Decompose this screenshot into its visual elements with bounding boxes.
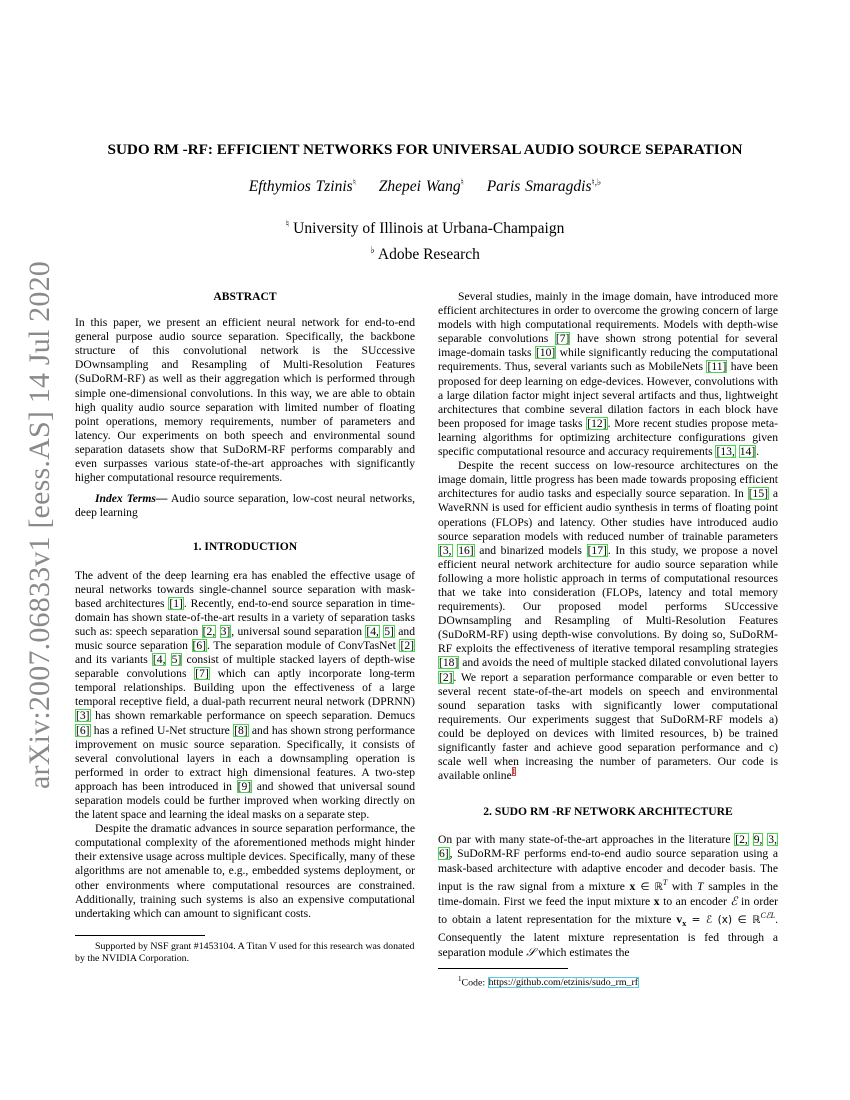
index-terms: Index Terms— Audio source separation, low-cost neural networks, deep learning [75, 492, 415, 520]
math-separator: 𝒮 [526, 945, 536, 960]
author: Paris Smaragdis♮,♭ [486, 177, 602, 196]
code-footnote: $^1$Code: https://github.com/etzinis/sudo_rm_rf [458, 975, 639, 989]
affiliation: ♭ Adobe Research [370, 245, 480, 264]
abstract-text: In this paper, we present an efficient neural network for end-to-end general purpose audio source separation. Specifically, the backbone structure of this convolutional network is the SUccessive DOwnsampling and Resampling of Multi-Resolution Features (SuDoRM-RF) as well as their aggregation which is performed through simple one-dimensional convolutions. In this way, we are able to obtain high quality audio source separation with limited number of floating point operations, memory requirements, number of parameters and latency. Our experiments on both speech and environmental sound separation datasets show that SuDoRM-RF performs comparably and even surpasses various state-of-the-art approaches with significantly higher computational resource requirements. [75, 316, 415, 485]
citation-link[interactable]: [3, [439, 543, 452, 557]
citation-link[interactable]: [18] [439, 656, 459, 670]
right-column [438, 290, 778, 989]
citation-link[interactable]: [2] [400, 638, 414, 652]
citation-link[interactable]: [11] [707, 360, 727, 374]
citation-link[interactable]: [2, [735, 833, 748, 847]
citation-link[interactable]: [1] [169, 596, 183, 610]
citation-link[interactable]: [4, [366, 624, 379, 638]
arxiv-identifier [20, 261, 60, 789]
citation-link[interactable]: [8] [234, 723, 248, 737]
citation-link[interactable]: [15] [748, 487, 769, 501]
arxiv-stamp-text: arXiv:2007.06833v1 [eess.AS] 14 Jul 2020 [23, 261, 56, 789]
architecture-paragraph: On par with many state-of-the-art approaches in the literature [2, 9, 3, 6], SuDoRM-RF performs end-to-end audio source separation using a mask-based architecture with adaptive encoder and decoder basis. The input is the raw signal from a mixture x ∈ ℝ$^T$ with T samples in the time-domain. First we feed the input mixture x to an encoder ℰ in order to obtain a latent representation for the mixture $v_x$ = ℰ (x) ∈ ℝ$^{CℰL}$. Consequently the latent mixture representation is fed through a separation module 𝒮 which estimates the [438, 833, 779, 960]
citation-link[interactable]: 3] [220, 624, 231, 638]
section-2-heading: 2. SUDO RM -RF NETWORK ARCHITECTURE [483, 805, 733, 819]
citation-link[interactable]: [2, [202, 624, 216, 638]
intro-paragraph-1: The advent of the deep learning era has enabled the effective usage of neural networks towards single-channel source separation with mask-based architectures [1]. Recently, end-to-end source separation in time-domain has shown state-of-the-art results in a variety of separation tasks such as: speech separation [2, 3], universal sound separation [4, 5] and music source separation [6]. The separation module of ConvTasNet [2] and its variants [4, 5] consist of multiple stacked layers of depth-wise separable convolutions [7] which can aptly incorporate long-term temporal relationships. Building upon the effectiveness of a large temporal receptive field, a dual-path recurrent neural network (DPRNN) [3] has shown remarkable performance on speech separation. Demucs [6] has a refined U-Net structure [8] and has shown strong performance improvement on music source separation. Specifically, it consists of several convolutional layers in each a downsampling operation is performed in order to extract high dimensional features. A two-step approach has been introduced in [9] and showed that universal sound separation models could be further improved when working directly on the latent space and learning the ideal masks on a separate step. [75, 568, 415, 822]
related-work-paragraph: Several studies, mainly in the image domain, have introduced more efficient architectures in order to overcome the growing concern of large models with high computational requirements. Models with depth-wise separable convolutions [7] have shown strong potential for several image-domain tasks [10] while significantly reducing the computational requirements. Thus, several variants such as MobileNets [11] have been proposed for deep learning on edge-devices. However, convolutions with a large dilation factor might inject several artifacts and thus, lightweight architectures that combine several dilation factors in each block have been proposed for image tasks [12]. More recent studies propose meta-learning algorithms for optimizing architecture configurations given specific computational resource and accuracy requirements [13, 14]. [438, 290, 779, 459]
citation-link[interactable]: 16] [458, 543, 474, 557]
citation-link[interactable]: [12] [587, 416, 607, 430]
affiliation: ♮ University of Illinois at Urbana-Champaign [285, 219, 565, 238]
intro-heading: 1. INTRODUCTION [192, 540, 298, 554]
math-v: v [676, 912, 683, 926]
author: Efthymios Tzinis♮ [248, 177, 356, 196]
math-x: x [653, 894, 660, 908]
citation-link[interactable]: [6] [76, 723, 90, 737]
citation-link[interactable]: [10] [535, 346, 556, 360]
citation-link[interactable]: [13, [716, 445, 735, 459]
citation-link[interactable]: [4, [152, 653, 166, 667]
intro-paragraph-2: Despite the dramatic advances in source separation performance, the computational complexity of the aforementioned methods might hinder their extensive usage across multiple devices. Specifically, many of these algorithms are not amenable to, e.g., embedded systems deployment, or other environments where computational resources are constrained. Additionally, training such systems is also an expensive computational undertaking which can amount to significant costs. [75, 822, 415, 920]
left-column [75, 290, 415, 965]
citation-link[interactable]: [7] [555, 332, 570, 346]
citation-link[interactable]: 5] [384, 624, 394, 638]
citation-link[interactable]: 14] [739, 445, 756, 459]
citation-link[interactable]: 3, [768, 833, 777, 847]
math-encoder: ℰ [730, 893, 738, 908]
citation-link[interactable]: [17] [587, 543, 607, 557]
citation-link[interactable]: [3] [76, 709, 90, 723]
citation-link[interactable]: [6] [192, 638, 207, 652]
abstract-heading: ABSTRACT [213, 290, 277, 303]
citation-link[interactable]: [9] [237, 779, 252, 793]
affiliations [60, 214, 790, 266]
citation-link[interactable]: [7] [195, 667, 209, 681]
author-list [60, 177, 790, 196]
paper-title: SUDO RM -RF: EFFICIENT NETWORKS FOR UNIVERSAL AUDIO SOURCE SEPARATION [107, 141, 743, 158]
footnote-link[interactable]: 1 [511, 767, 516, 777]
citation-link[interactable]: 5] [171, 653, 182, 667]
citation-link[interactable]: 6] [439, 847, 449, 861]
math-x: x [629, 879, 636, 893]
contribution-paragraph: Despite the recent success on low-resource architectures on the image domain, little progress has been made towards proposing efficient architectures for audio tasks and especially source separation. In [15] a WaveRNN is used for efficient audio synthesis in terms of floating point operations (FLOPs) and latency. Other studies have introduced audio source separation models with reduced number of trainable parameters [3, 16] and binarized models [17]. In this study, we propose a novel efficient neural network architecture for audio source separation while following a more holistic approach in terms of computational resources that we take into consideration (FLOPs, latency and total memory requirements). Our proposed model performs SUccessive DOwnsampling and Resampling of Multi-Resolution Features (SuDoRM-RF) using depth-wise convolutions. By doing so, SuDoRM-RF exploits the effectiveness of iterative temporal resampling strategies [18] and avoids the need of multiple stacked dilated convolutional layers [2]. We report a separation performance comparable or even better to several recent state-of-the-art models on speech and environmental sound separation tasks with significantly lower computational requirements. Our experiments suggest that SuDoRM-RF models a) could be deployed on devices with limited resources, b) be trained significantly faster and achieve good separation performance and c) scale well when increasing the number of parameters. Our code is available online$^1$ [438, 459, 778, 783]
citation-link[interactable]: [2] [439, 670, 453, 684]
citation-link[interactable]: 9, [753, 833, 763, 847]
code-url-link[interactable]: https://github.com/etzinis/sudo_rm_rf [488, 977, 639, 989]
author: Zhepei Wang♮ [378, 177, 464, 196]
funding-footnote: Supported by NSF grant #1453104. A Titan V used for this research was donated by the NVIDIA Corporation. [75, 940, 415, 964]
